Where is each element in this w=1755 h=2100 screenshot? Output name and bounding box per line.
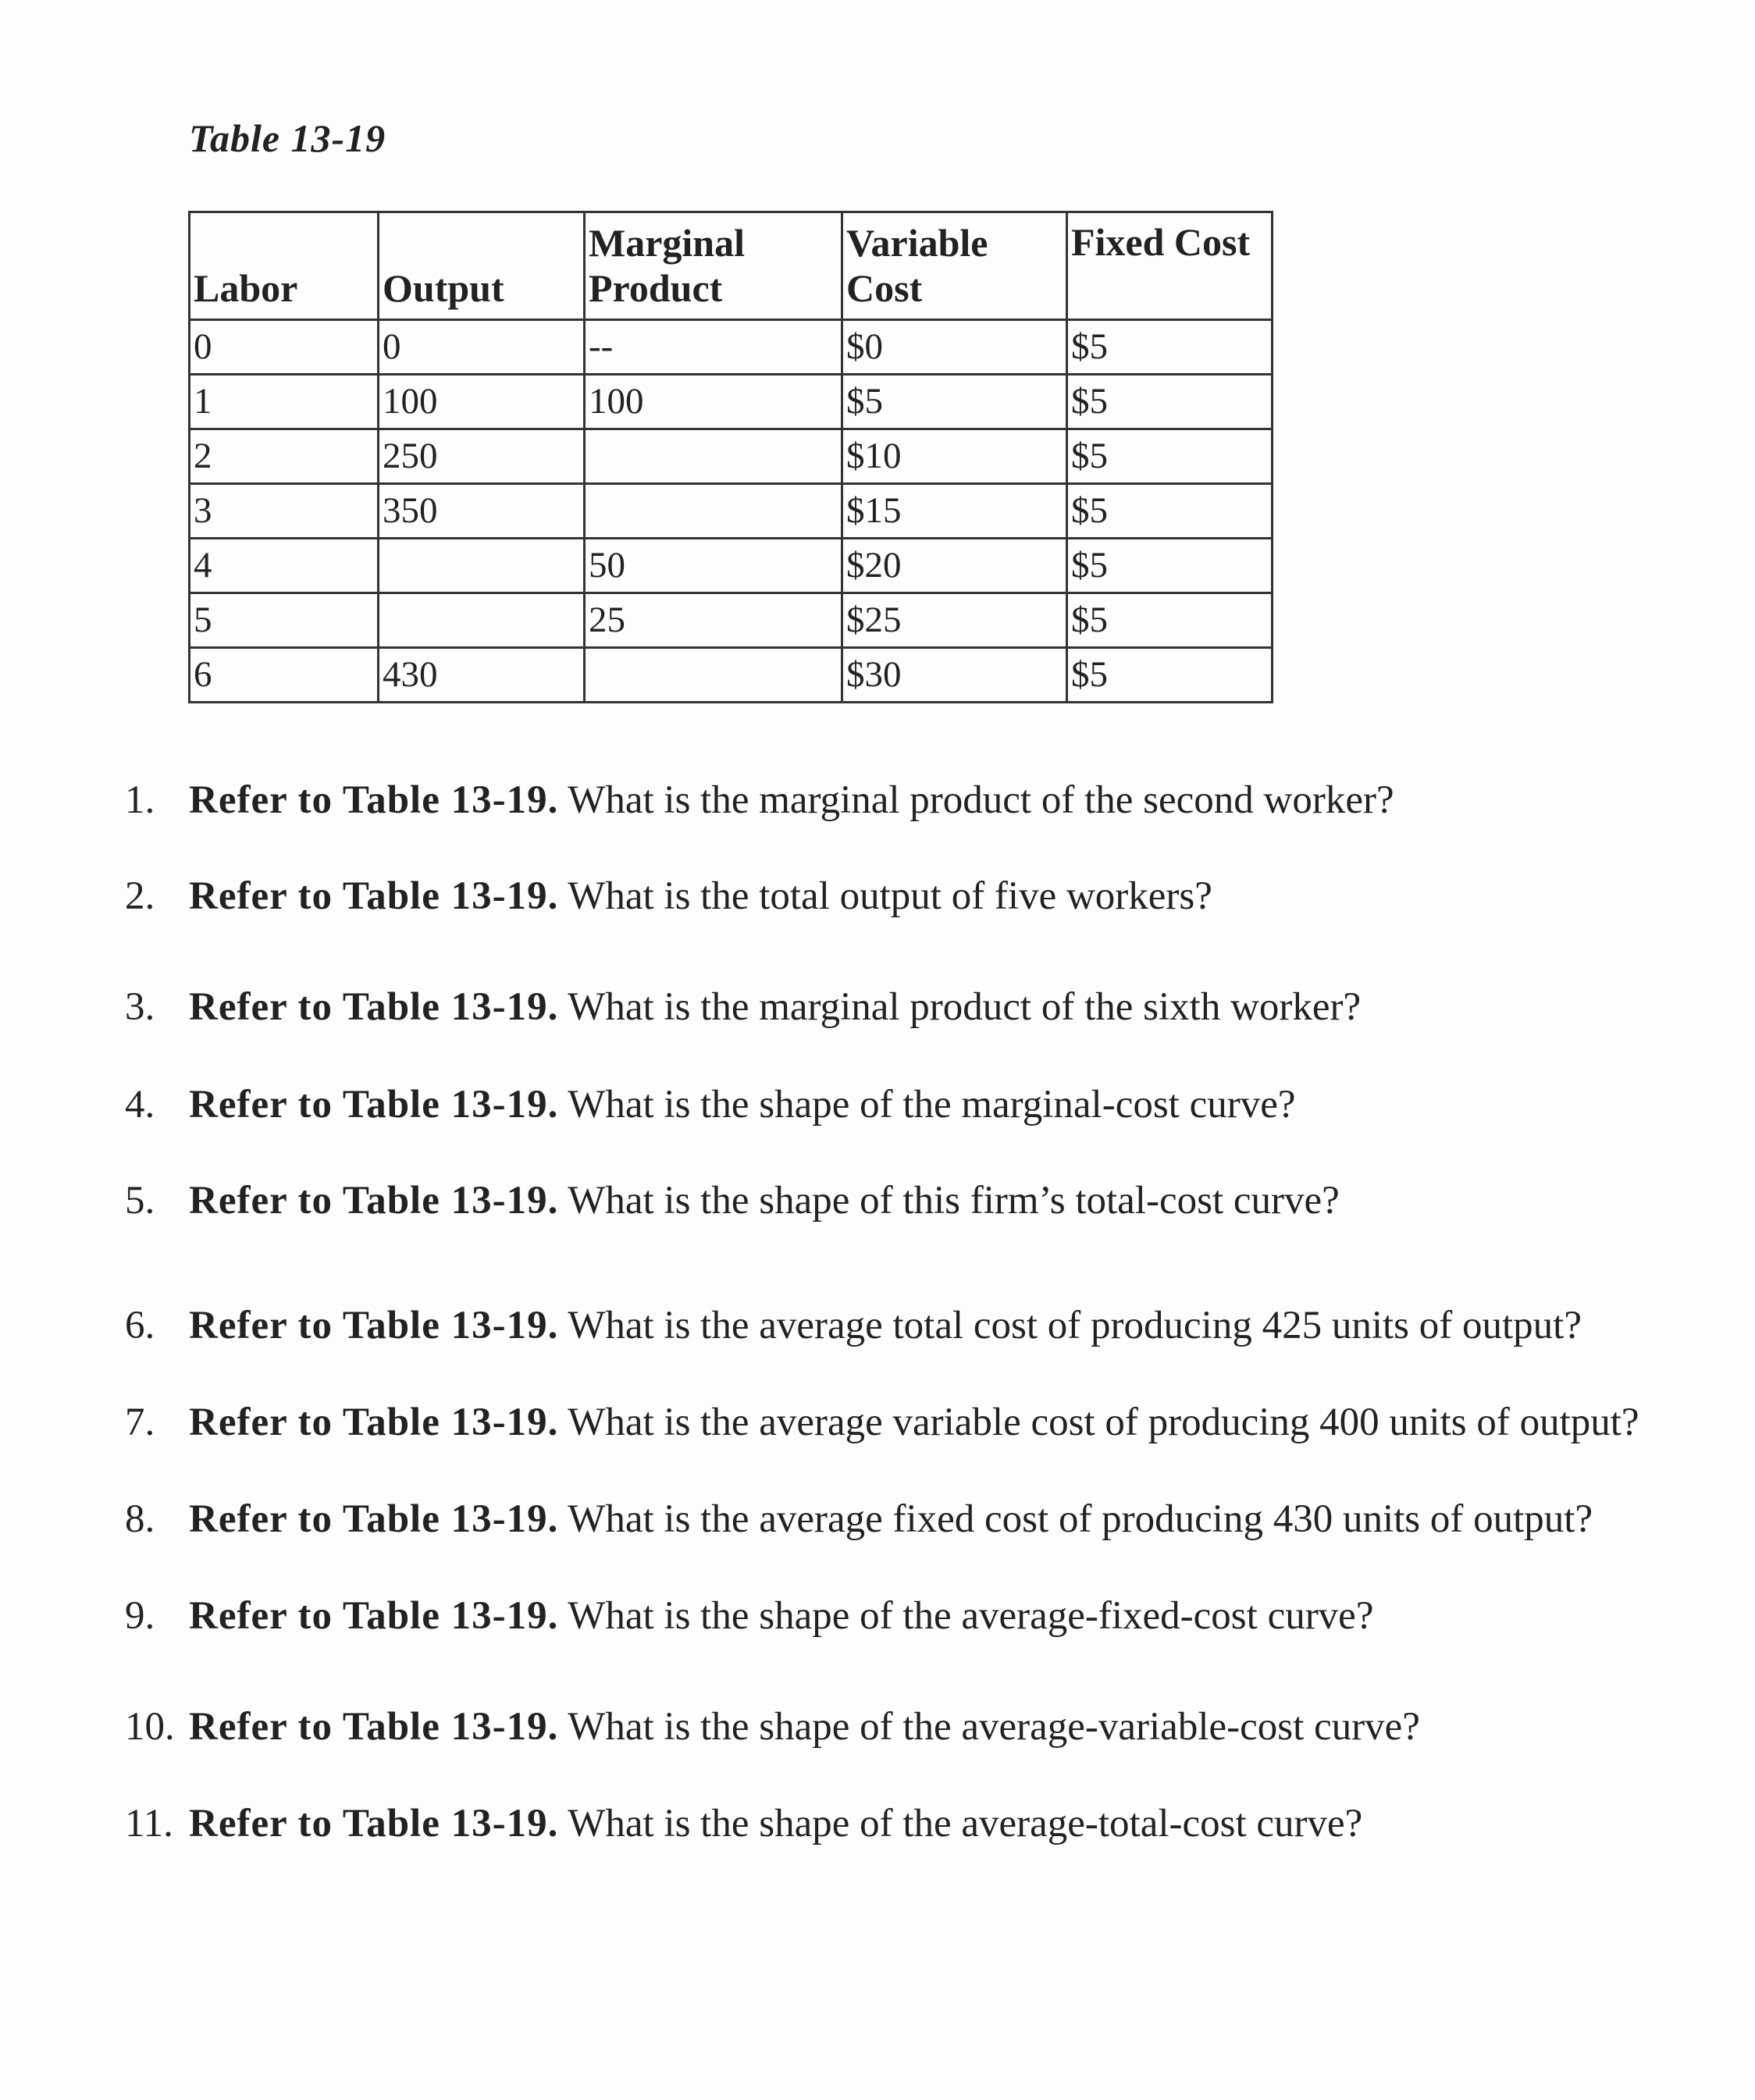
table-cell-marginal-product [585,429,842,484]
table-cell-output: 100 [379,375,585,429]
question-item [125,1703,1420,1750]
question-reference: Refer to Table 13-19. [189,1179,559,1223]
table-cell-labor: 3 [190,484,379,539]
question-number: 10. [125,1705,175,1749]
table-cell-variable-cost: $15 [842,484,1067,539]
table-cell-variable-cost: $5 [842,375,1067,429]
table-cell-marginal-product [585,648,842,703]
table-cell-variable-cost: $0 [842,320,1067,375]
question-number: 4. [125,1083,155,1127]
question-text: What is the average variable cost of producing 400 units of output? [568,1401,1639,1444]
question-text: What is the average total cost of producing 425 units of output? [568,1304,1582,1347]
table-row [190,593,1273,648]
table-cell-marginal-product: 50 [585,539,842,593]
page-title: Table 13-19 [189,116,386,160]
question-number: 11. [125,1802,173,1846]
question-text: What is the average fixed cost of producing 430 units of output? [568,1497,1593,1541]
table-cell-variable-cost: $10 [842,429,1067,484]
column-header-labor: Labor [190,212,379,320]
question-item [125,1177,1340,1224]
table-header-row [190,212,1273,320]
table-cell-marginal-product: 100 [585,375,842,429]
question-reference: Refer to Table 13-19. [189,1705,559,1749]
table-cell-output: 250 [379,429,585,484]
question-text: What is the marginal product of the sixth worker? [568,985,1362,1029]
column-header-variable-cost: Variable Cost [842,212,1067,320]
question-item [125,1081,1296,1128]
table-cell-fixed-cost: $5 [1067,320,1273,375]
question-number: 8. [125,1497,155,1541]
table-cell-labor: 4 [190,539,379,593]
table-cell-labor: 6 [190,648,379,703]
table-cell-output: 350 [379,484,585,539]
question-reference: Refer to Table 13-19. [189,1802,559,1846]
table-row [190,320,1273,375]
question-text: What is the marginal product of the second worker? [568,778,1394,822]
question-item [125,873,1212,920]
question-number: 1. [125,778,155,822]
table-cell-fixed-cost: $5 [1067,593,1273,648]
question-item [125,1399,1639,1446]
table-row [190,648,1273,703]
table-cell-marginal-product [585,484,842,539]
question-reference: Refer to Table 13-19. [189,1594,559,1638]
cost-table [188,211,1273,703]
question-number: 9. [125,1594,155,1638]
question-number: 6. [125,1304,155,1347]
question-reference: Refer to Table 13-19. [189,778,559,822]
table-cell-fixed-cost: $5 [1067,648,1273,703]
question-number: 3. [125,985,155,1029]
question-reference: Refer to Table 13-19. [189,985,559,1029]
question-number: 5. [125,1179,155,1223]
question-number: 2. [125,874,155,918]
question-text: What is the shape of this firm’s total-cost curve? [568,1179,1340,1223]
table-cell-fixed-cost: $5 [1067,429,1273,484]
table-row [190,484,1273,539]
table-cell-marginal-product: 25 [585,593,842,648]
table-row [190,539,1273,593]
table-row [190,375,1273,429]
table-cell-labor: 2 [190,429,379,484]
table-cell-variable-cost: $20 [842,539,1067,593]
question-reference: Refer to Table 13-19. [189,1497,559,1541]
column-header-marginal-product: Marginal Product [585,212,842,320]
question-text: What is the shape of the marginal-cost curve? [568,1083,1296,1127]
table-cell-labor: 5 [190,593,379,648]
question-reference: Refer to Table 13-19. [189,874,559,918]
question-number: 7. [125,1401,155,1444]
table-cell-fixed-cost: $5 [1067,375,1273,429]
question-item [125,1593,1373,1639]
question-reference: Refer to Table 13-19. [189,1304,559,1347]
question-text: What is the shape of the average-fixed-cost curve? [568,1594,1374,1638]
question-item [125,1800,1362,1847]
question-item [125,1302,1582,1349]
table-cell-output: 430 [379,648,585,703]
question-item [125,777,1394,824]
question-item [125,1496,1593,1543]
column-header-output: Output [379,212,585,320]
table-cell-output [379,593,585,648]
table-cell-fixed-cost: $5 [1067,539,1273,593]
table-row [190,429,1273,484]
question-text: What is the total output of five workers? [568,874,1212,918]
question-reference: Refer to Table 13-19. [189,1083,559,1127]
table-cell-labor: 1 [190,375,379,429]
question-text: What is the shape of the average-total-cost curve? [568,1802,1363,1846]
table-cell-marginal-product: -- [585,320,842,375]
table-cell-output: 0 [379,320,585,375]
table-cell-fixed-cost: $5 [1067,484,1273,539]
table-cell-variable-cost: $25 [842,593,1067,648]
question-item [125,984,1361,1030]
column-header-fixed-cost: Fixed Cost [1067,212,1273,320]
table-cell-labor: 0 [190,320,379,375]
question-text: What is the shape of the average-variable-cost curve? [568,1705,1420,1749]
question-reference: Refer to Table 13-19. [189,1401,559,1444]
table-cell-output [379,539,585,593]
table-cell-variable-cost: $30 [842,648,1067,703]
